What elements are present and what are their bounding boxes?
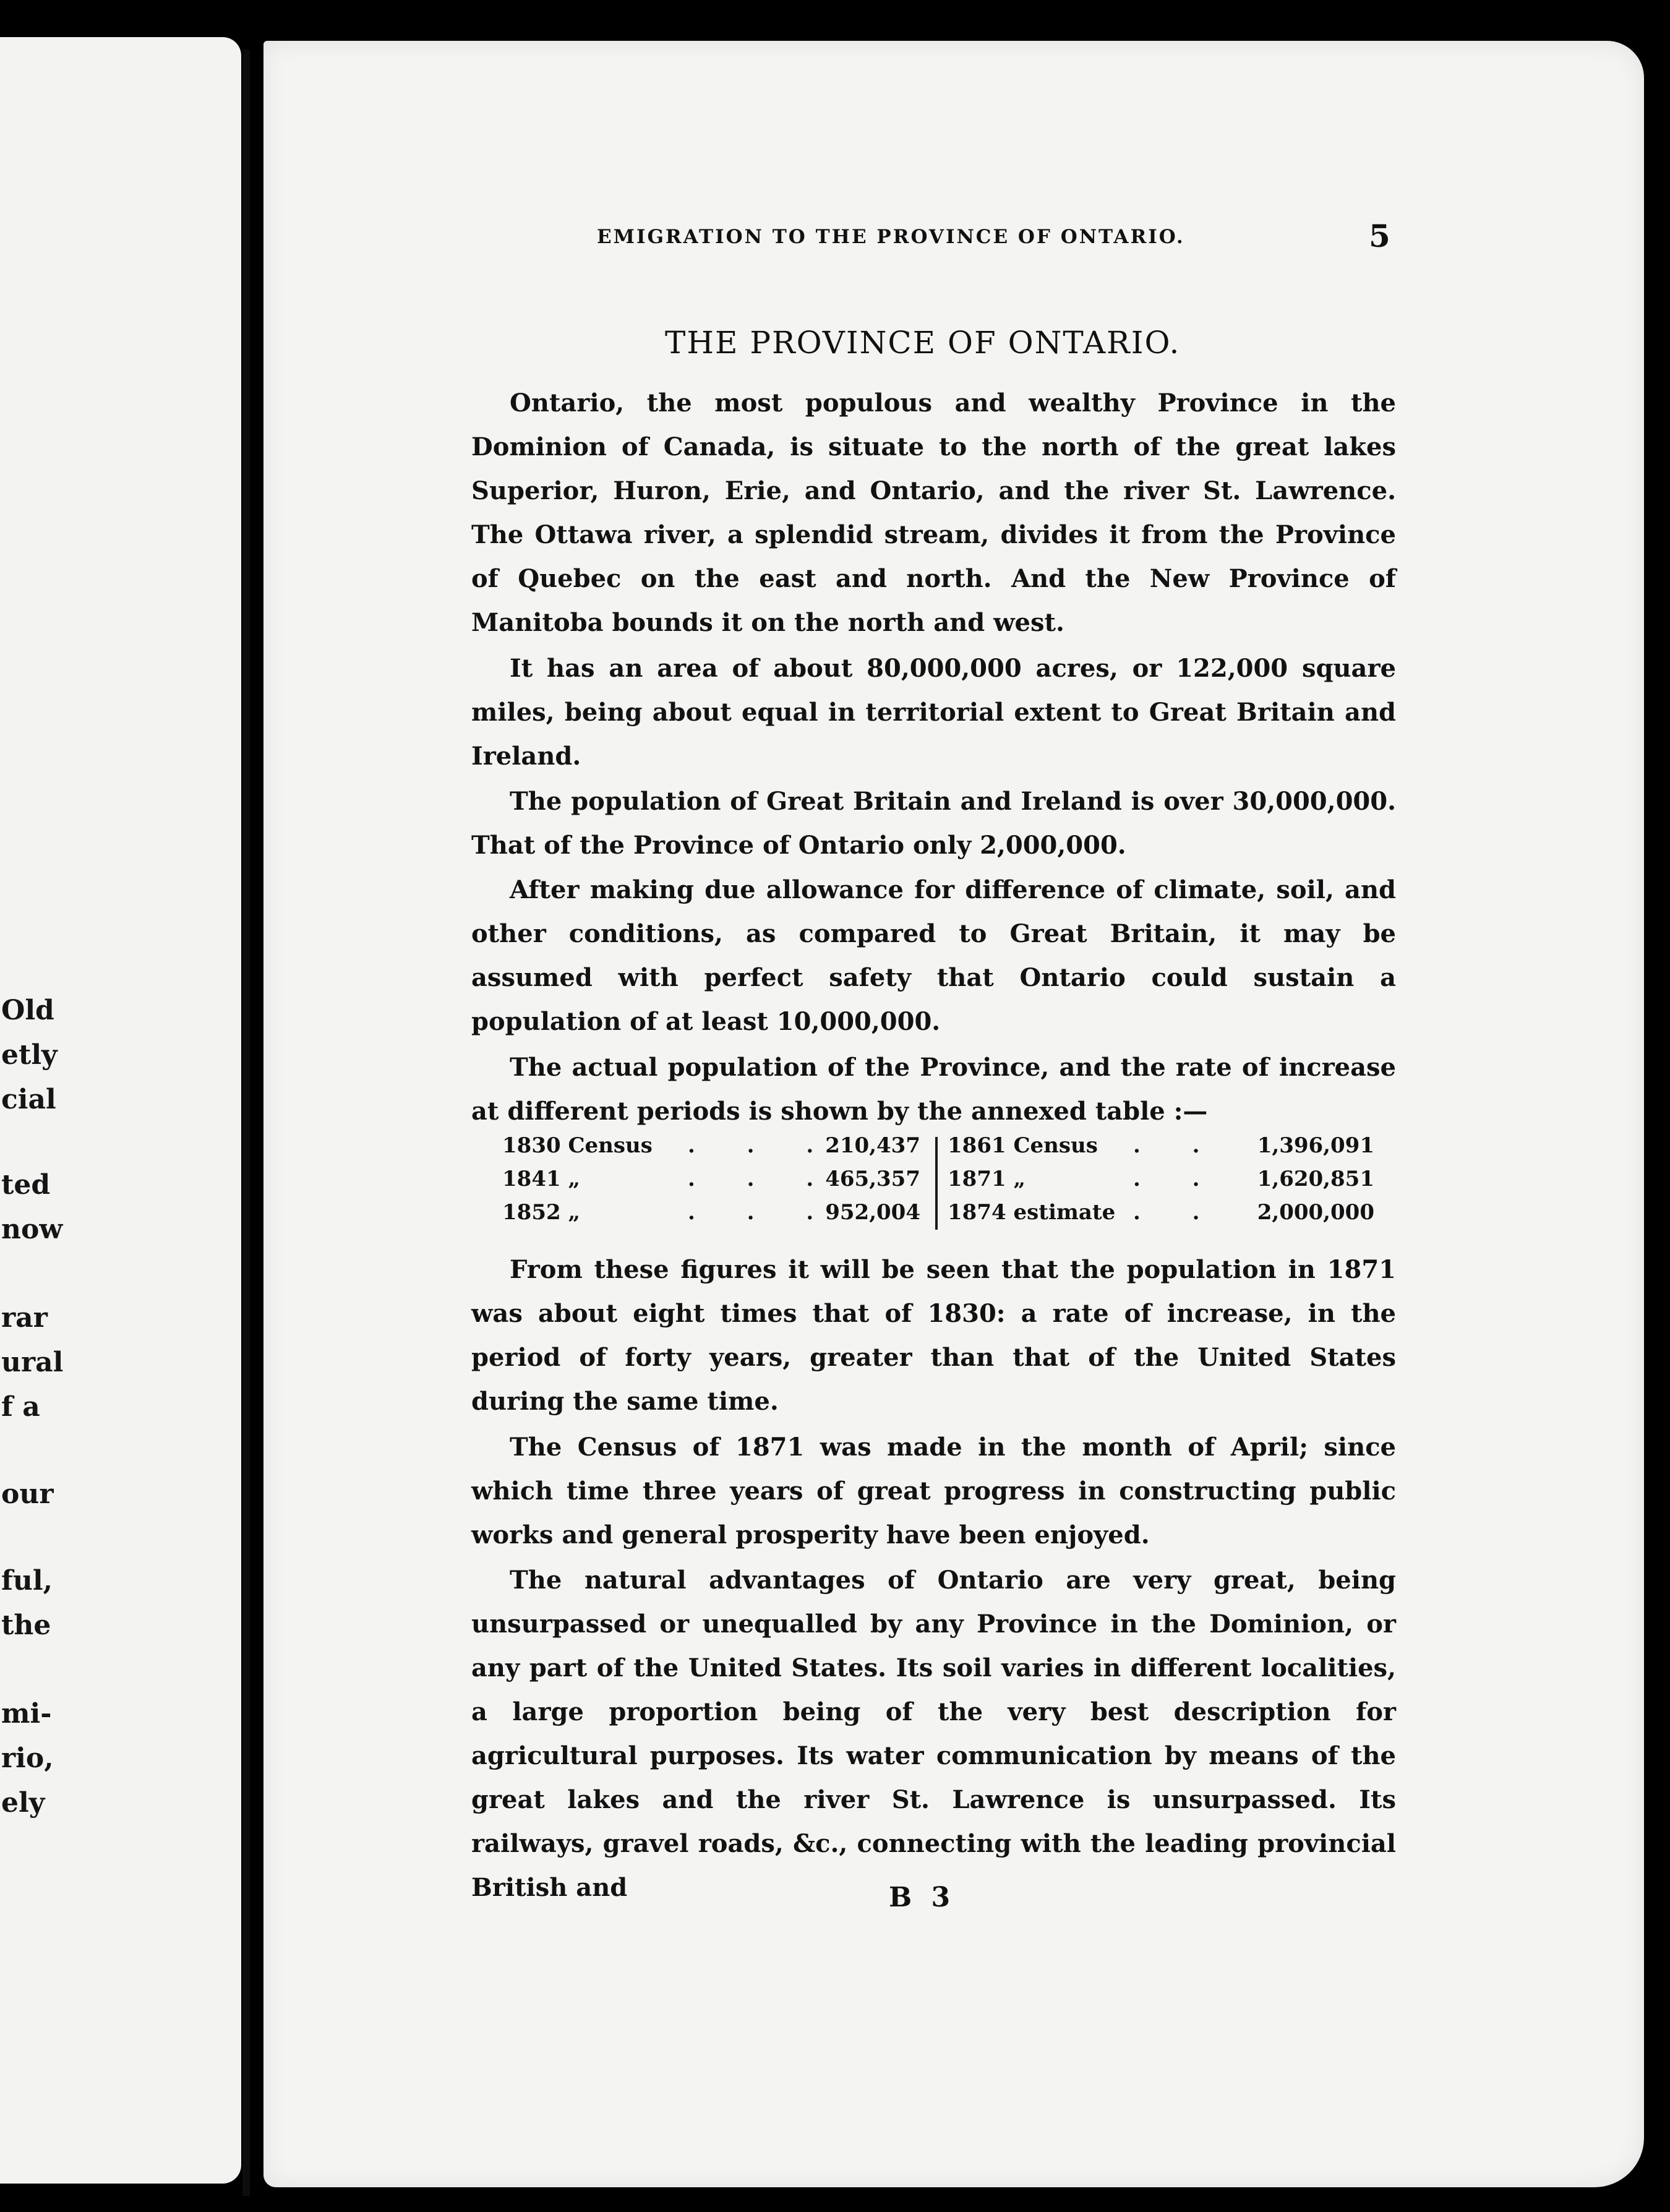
section-title: THE PROVINCE OF ONTARIO.: [665, 325, 1181, 361]
census-year: 1841 „: [502, 1167, 581, 1191]
census-leader-dots: . .: [1133, 1200, 1222, 1225]
left-page-fragment: the: [1, 1610, 51, 1641]
left-page-fragment: ural: [1, 1347, 64, 1378]
left-page-fragment: Old: [1, 995, 54, 1026]
left-page-fragment: our: [1, 1478, 54, 1510]
census-leader-dots: . .: [1133, 1133, 1222, 1158]
census-value: 465,357: [825, 1167, 920, 1191]
census-leader-dots: . . .: [688, 1167, 836, 1191]
paragraph-text: It has an area of about 80,000,000 acres, or 122,000 square miles, being about equal in territorial extent to Great Britain and Ireland.: [471, 654, 1396, 771]
paragraph-text: The natural advantages of Ontario are very great, being unsurpassed or unequalled by any Province in the Dominion, or any part of the United States. Its soil varies in different localities, a large proportion being of the very best description for agricultural purposes. Its water communication by means of the great lakes and the river St. Lawrence is unsurpassed. Its railways, gravel roads, &c., connecting with the leading provincial British and: [471, 1566, 1396, 1902]
running-head: EMIGRATION TO THE PROVINCE OF ONTARIO.: [597, 226, 1185, 248]
paragraph: [471, 1558, 1396, 1910]
left-page-fragment: ted: [1, 1169, 51, 1201]
book-gutter: [242, 49, 250, 2196]
left-page-fragment: mi-: [1, 1698, 52, 1730]
paragraph: [471, 868, 1396, 1044]
census-value: 1,396,091: [1257, 1133, 1374, 1158]
left-page-fragment: f a: [1, 1391, 40, 1423]
left-page-fragment: rio,: [1, 1743, 54, 1774]
census-year: 1852 „: [502, 1200, 581, 1225]
census-row: [502, 1133, 929, 1167]
census-row: [948, 1200, 1374, 1233]
left-page-fragment: rar: [1, 1302, 48, 1334]
paragraph-text: The Census of 1871 was made in the month of April; since which time three years of great progress in constructing public works and general prosperity have been enjoyed.: [471, 1433, 1396, 1550]
paragraph: [471, 646, 1396, 778]
census-leader-dots: . . .: [688, 1200, 836, 1225]
census-year: 1861 Census: [948, 1133, 1098, 1158]
paragraph: [471, 779, 1396, 867]
left-page-fragment: ely: [1, 1787, 45, 1819]
census-value: 1,620,851: [1257, 1167, 1374, 1191]
census-leader-dots: . .: [1133, 1167, 1222, 1191]
left-page-fragment: etly: [1, 1039, 58, 1071]
paragraph-text: After making due allowance for difference of climate, soil, and other conditions, as compared to Great Britain, it may be assumed with perfect safety that Ontario could sustain a population of at least 10,000,000.: [471, 875, 1396, 1036]
census-column-right: [948, 1133, 1374, 1233]
paragraph: [471, 1248, 1396, 1423]
census-column-left: [502, 1133, 929, 1233]
left-page-fragment: ful,: [1, 1565, 53, 1597]
paragraph-text: The population of Great Britain and Ireland is over 30,000,000. That of the Province of Ontario only 2,000,000.: [471, 787, 1396, 860]
census-row: [502, 1167, 929, 1200]
page-number: 5: [1369, 218, 1390, 254]
census-year: 1830 Census: [502, 1133, 653, 1158]
census-row: [948, 1167, 1374, 1200]
census-value: 210,437: [825, 1133, 920, 1158]
census-row: [502, 1200, 929, 1233]
census-column-divider: [935, 1137, 938, 1230]
census-year: 1874 estimate: [948, 1200, 1116, 1225]
signature-mark: B 3: [889, 1882, 956, 1913]
paragraph-text: Ontario, the most populous and wealthy Province in the Dominion of Canada, is situate to the north of the great lakes Superior, Huron, Erie, and Ontario, and the river St. Lawrence. The Ottawa river, a splendid stream, divides it from the Province of Quebec on the east and north. And the New Province of Manitoba bounds it on the north and west.: [471, 388, 1396, 637]
left-page-fragment: cial: [1, 1084, 56, 1115]
paragraph-text: From these figures it will be seen that the population in 1871 was about eight times that of 1830: a rate of increase, in the period of forty years, greater than that of the United States during the same time.: [471, 1255, 1396, 1416]
census-value: 952,004: [825, 1200, 920, 1225]
left-page-fragment: now: [1, 1214, 63, 1245]
paragraph: [471, 381, 1396, 645]
census-row: [948, 1133, 1374, 1167]
previous-page-edge: [0, 37, 241, 2184]
census-value: 2,000,000: [1257, 1200, 1374, 1225]
census-year: 1871 „: [948, 1167, 1026, 1191]
census-leader-dots: . . .: [688, 1133, 836, 1158]
paragraph: [471, 1045, 1396, 1133]
paragraph-text: The actual population of the Province, and the rate of increase at different periods is shown by the annexed table :—: [471, 1053, 1396, 1126]
paragraph: [471, 1425, 1396, 1557]
